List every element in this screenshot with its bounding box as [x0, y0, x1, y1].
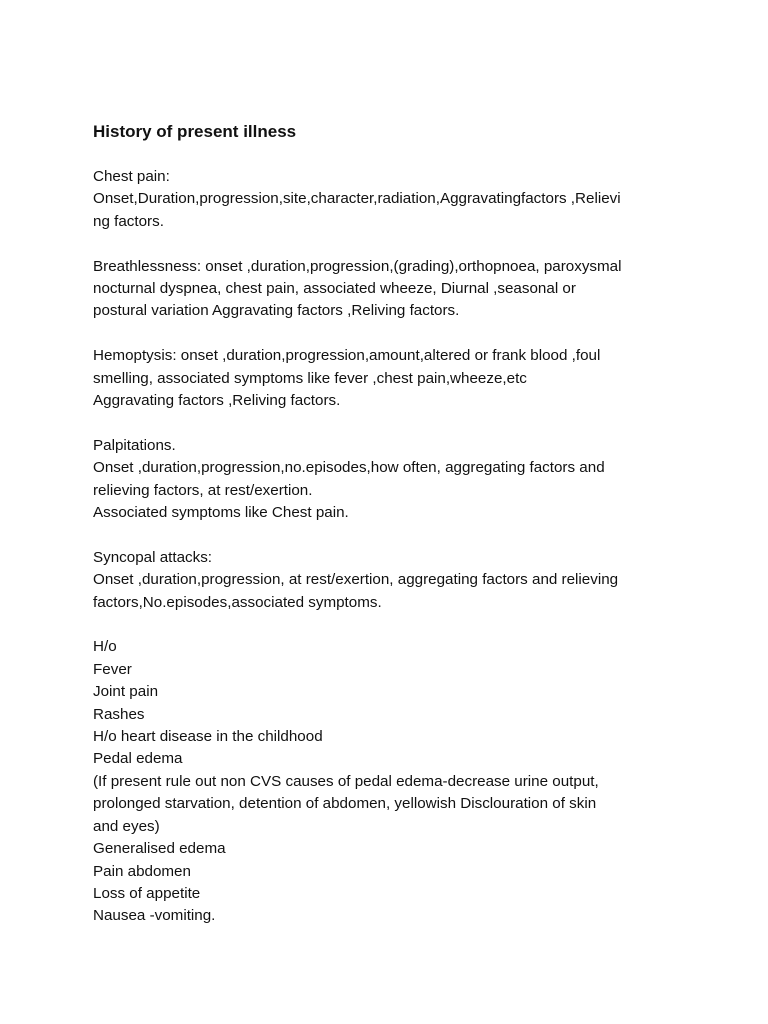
- syncopal-text-line: factors,No.episodes,associated symptoms.: [93, 593, 382, 611]
- list-item: Generalised edema: [93, 840, 226, 858]
- syncopal-section: [93, 547, 675, 614]
- chest-pain-section: [93, 166, 675, 233]
- chest-pain-heading: Chest pain:: [93, 168, 170, 185]
- list-item: H/o: [93, 638, 117, 656]
- palpitations-section: [93, 435, 675, 525]
- page-title: History of present illness: [93, 122, 297, 141]
- list-item: Rashes: [93, 705, 145, 723]
- list-item: Pain abdomen: [93, 862, 191, 880]
- list-item: prolonged starvation, detention of abdomen, yellowish Disclouration of skin: [93, 795, 597, 813]
- list-item: Pedal edema: [93, 750, 183, 768]
- palpitations-text-line: Associated symptoms like Chest pain.: [93, 504, 349, 522]
- history-list: [93, 636, 675, 927]
- breathlessness-text-line: nocturnal dyspnea, chest pain, associated wheeze, Diurnal ,seasonal or: [93, 280, 576, 298]
- chest-pain-text-line: Onset,Duration,progression,site,character,radiation,Aggravatingfactors ,Relievi: [93, 190, 621, 208]
- hemoptysis-section: [93, 345, 675, 412]
- list-item: Loss of appetite: [93, 884, 201, 902]
- list-item: H/o heart disease in the childhood: [93, 728, 323, 746]
- breathlessness-text-line: Breathlessness: onset ,duration,progression,(grading),orthopnoea, paroxysmal: [93, 257, 622, 275]
- breathlessness-text-line: postural variation Aggravating factors ,Reliving factors.: [93, 302, 460, 320]
- syncopal-heading: Syncopal attacks:: [93, 548, 213, 566]
- hemoptysis-text-line: Aggravating factors ,Reliving factors.: [93, 392, 341, 410]
- breathlessness-section: [93, 256, 675, 323]
- list-item: (If present rule out non CVS causes of pedal edema-decrease urine output,: [93, 772, 599, 790]
- hemoptysis-text-line: Hemoptysis: onset ,duration,progression,amount,altered or frank blood ,foul: [93, 347, 601, 365]
- palpitations-heading: Palpitations.: [93, 436, 176, 454]
- list-item: and eyes): [93, 817, 160, 835]
- syncopal-text-line: Onset ,duration,progression, at rest/exertion, aggregating factors and relieving: [93, 571, 619, 589]
- list-item: Joint pain: [93, 683, 159, 701]
- palpitations-text-line: Onset ,duration,progression,no.episodes,how often, aggregating factors and: [93, 459, 605, 477]
- chest-pain-text-line: ng factors.: [93, 212, 164, 230]
- hemoptysis-text-line: smelling, associated symptoms like fever ,chest pain,wheeze,etc: [93, 369, 527, 387]
- list-item: Nausea -vomiting.: [93, 907, 216, 925]
- document-page: [93, 120, 675, 950]
- list-item: Fever: [93, 660, 132, 678]
- palpitations-text-line: relieving factors, at rest/exertion.: [93, 481, 313, 499]
